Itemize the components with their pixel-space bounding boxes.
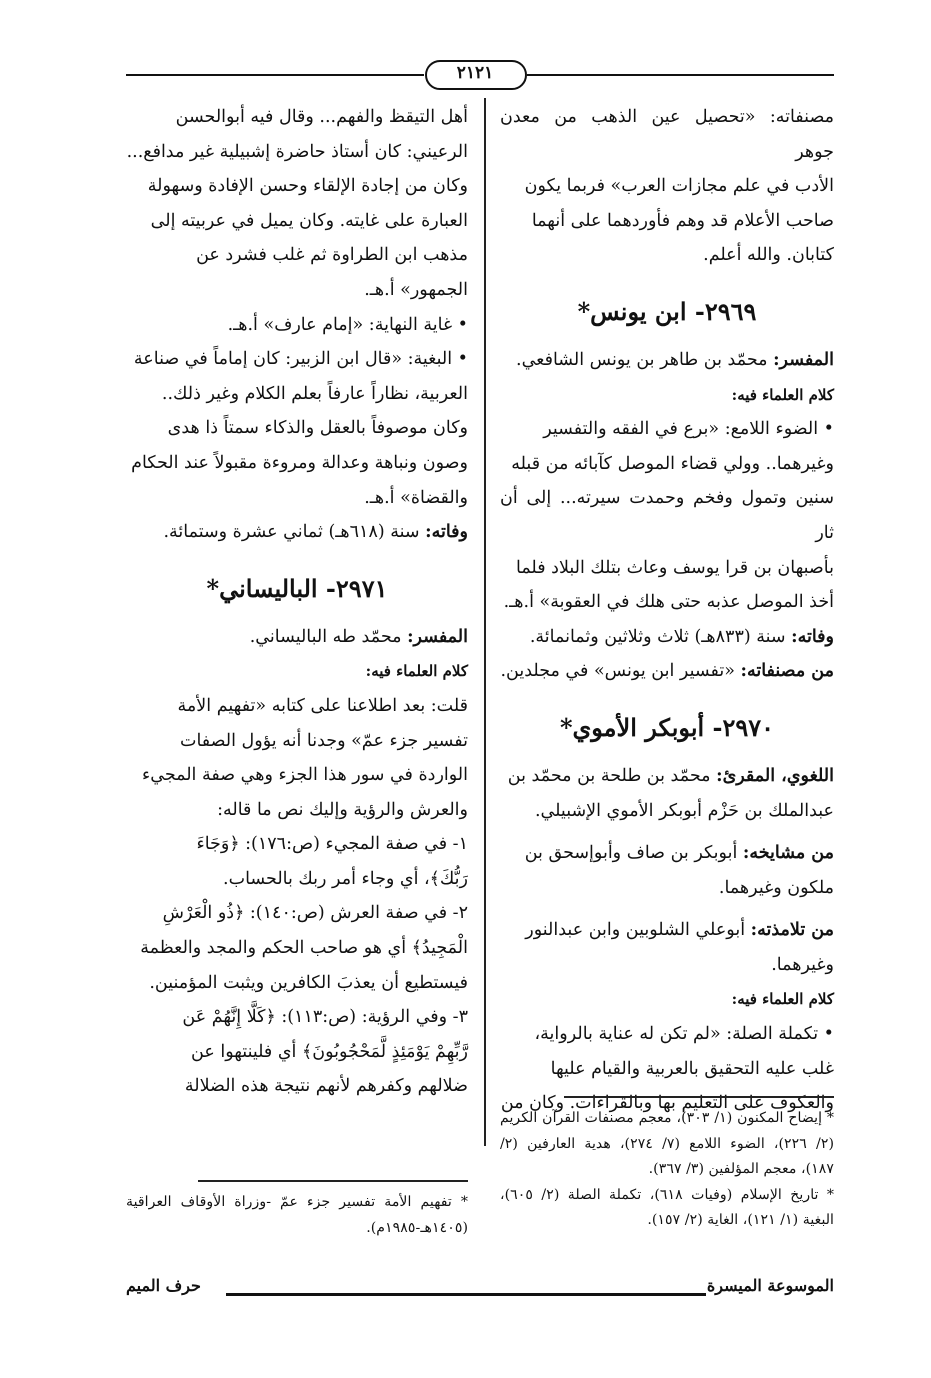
teachers-line	[500, 836, 834, 871]
students-line	[500, 913, 834, 948]
text-line: العربية، نظاراً عارفاً بعلم الكلام وغير ذلك..	[161, 383, 468, 404]
text-line: وغيرهما.. وولي قضاء الموصل كآبائه من قبله	[511, 453, 834, 474]
footer-rule	[226, 1293, 706, 1296]
text-line: وكان موصوفاً بالعقل والذكاء سمتاً ذا هدى	[167, 418, 468, 439]
text-line: أخذ الموصل عذبه حتى هلك في العقوبة» أ.هـ.	[503, 592, 834, 613]
text-line: والعرش والرؤية وإليك نص ما قاله:	[217, 799, 468, 820]
page-number	[425, 56, 525, 90]
top-rule-left	[126, 74, 424, 76]
text-line: أهل التيقظ والفهم... وقال فيه أبوالحسن	[175, 107, 468, 127]
text-line: والقضاة» أ.هـ.	[364, 487, 468, 508]
text-line: • غاية النهاية: «إمام عارف» أ.هـ.	[227, 314, 468, 335]
text-line: فيستطيع أن يعذبَ الكافرين ويثبت المؤمنين.	[149, 972, 468, 993]
value: محمّد بن طلحة بن محمّد بن	[507, 765, 717, 786]
text-line: الْمَجِيدُ﴾ أي هو صاحب الحكم والمجد والعظمة	[140, 938, 468, 959]
label: وفاته:	[791, 626, 834, 647]
value: «تفسير ابن يونس» في مجلدين.	[500, 661, 741, 682]
text-line: الرعيني: كان أستاذ حاضرة إشبيلية غير مدافع...	[126, 141, 468, 162]
value: أبوعلي الشلوبين وابن عبدالنور	[525, 920, 751, 941]
text-line: مصنفاته: «تحصيل عين الذهب من معدن جوهر	[500, 107, 834, 162]
text-line: كتابان. والله أعلم.	[703, 245, 834, 266]
text-line: الجمهور» أ.هـ.	[364, 279, 468, 300]
text-line: ٣- وفي الرؤية: (ص:١١٣): ﴿كَلَّا إِنَّهُمْ عَن	[182, 1007, 468, 1028]
text-line: بأصبهان بن قرا يوسف وعاث بتلك البلاد فلما	[515, 557, 834, 578]
label: وفاته:	[425, 522, 468, 543]
text-line: الأدب في علم مجازات العرب» فربما يكون	[524, 176, 834, 197]
death-line	[500, 620, 834, 655]
footnotes-left	[126, 1190, 468, 1241]
entry-heading-2970: ٢٩٧٠- أبوبكر الأموي*	[559, 712, 775, 742]
label: المفسر:	[407, 626, 468, 647]
text-line: تفسير جزء عمّ» وجدنا أنه يؤول الصفات	[179, 730, 468, 751]
label: من مصنفاته:	[740, 661, 834, 682]
footnote: * تاريخ الإسلام (وفيات ٦١٨)، تكملة الصلة (٢/ ٦٠٥)، البغية (١/ ١٢١)، الغاية (٢/ ١٥٧).	[500, 1186, 835, 1228]
footnote: * إيضاح المكنون (١/ ٣٠٣)، معجم مصنفات القرآن الكريم (٢/ ٢٢٦)، الضوء اللامع (٧/ ٢٧٤)، هدية العارفين (٢/ ١٨٧)، معجم المؤلفين (٣/ ٣٦٧).	[500, 1110, 834, 1177]
text-line: ٢- في صفة العرش (ص:١٤٠): ﴿ذُو الْعَرْشِ	[162, 903, 468, 924]
text-line: الواردة في سور هذا الجزء وهي صفة المجيء	[142, 765, 468, 786]
footnote-rule-left	[198, 1180, 468, 1182]
death-line	[126, 515, 468, 550]
text-line: مذهب ابن الطراوة ثم غلب فشرد عن	[196, 245, 468, 266]
footnote: * تفهيم الأمة تفسير جزء عمّ -وزراة الأوقاف العراقية (١٤٠٥هـ-١٩٨٥م).	[126, 1194, 468, 1236]
scholars-label: كلام العلماء فيه:	[731, 385, 834, 404]
text-line: غلب عليه التحقيق بالعربية والقيام عليها	[550, 1058, 834, 1079]
value: محمّد طه الباليساني.	[249, 626, 408, 647]
label: اللغوي، المقرئ:	[716, 765, 834, 786]
value: سنة (٨٣٣هـ) ثلاث وثلاثين وثمانمائة.	[529, 626, 792, 647]
label: من تلامذته:	[750, 920, 834, 941]
value: أبوبكر بن صاف وأبوإسحق بن	[524, 843, 743, 864]
scholars-label: كلام العلماء فيه:	[365, 662, 468, 681]
value: محمّد بن طاهر بن يونس الشافعي.	[516, 349, 774, 370]
text-line: سنين وتمول وفخم وحمدت سيرته... إلى أن ثار	[500, 488, 834, 543]
text-line: قلت: بعد اطلاعنا على كتابه «تفهيم الأمة	[177, 695, 468, 716]
page-number-text: ٢١٢١	[456, 63, 494, 83]
text-line: رَّبِّهِمْ يَوْمَئِذٍ لَّمَحْجُوبُونَ﴾ أي فلينتهوا عن	[191, 1041, 468, 1062]
footer-book-title: الموسوعة الميسرة	[706, 1276, 834, 1295]
left-column	[126, 100, 468, 1104]
text-line: • تكملة الصلة: «لم تكن له عناية بالرواية،	[534, 1024, 834, 1045]
text-line: وكان من إجادة الإلقاء وحسن الإفادة وسهولة	[147, 176, 468, 197]
text-line: وغيرهما.	[771, 954, 834, 975]
footnote-rule-right	[564, 1096, 834, 1098]
text-line: صاحب الأعلام قد وهم فأوردهما على أنهما	[531, 210, 834, 231]
footer-section: حرف الميم	[126, 1276, 201, 1295]
desc-line	[500, 759, 834, 794]
value: سنة (٦١٨هـ) ثماني عشرة وستمائة.	[163, 522, 426, 543]
text-line: • الضوء اللامع: «برع في الفقه والتفسير	[543, 419, 834, 440]
column-divider	[484, 98, 486, 1146]
footnotes-right	[500, 1106, 834, 1234]
label: المفسر:	[773, 349, 834, 370]
label: من مشايخه:	[742, 843, 834, 864]
text-line: ضلالهم وكفرهم لأنهم نتيجة هذه الضلالة	[184, 1076, 468, 1097]
text-line: ملكون وغيرهما.	[718, 877, 834, 898]
works-line	[500, 654, 834, 689]
text-line: وصون ونباهة وعدالة ومروءة مقبولاً عند الحكام	[131, 452, 468, 473]
text-line: العبارة على غايته. وكان يميل في عربيته إلى	[150, 210, 468, 231]
text-line: رَبُّكَ﴾، أي وجاء أمر ربك بالحساب.	[223, 868, 468, 889]
entry-heading-2969: ٢٩٦٩- ابن يونس*	[577, 296, 757, 326]
text-line: ١- في صفة المجيء (ص:١٧٦): ﴿وَجَاءَ	[196, 834, 468, 855]
text-line: عبدالملك بن حَزْم أبوبكر الأموي الإشبيلي.	[534, 800, 834, 821]
top-rule-right	[527, 74, 834, 76]
text-line: • البغية: «قال ابن الزبير: كان إماماً في صناعة	[133, 349, 468, 370]
mufassir-line	[126, 620, 468, 655]
scholars-label: كلام العلماء فيه:	[731, 990, 834, 1009]
text-line: والعكوف على التعليم بها وبالقراءات. وكان من	[500, 1093, 834, 1114]
mufassir-line	[500, 343, 834, 378]
page-footer	[126, 1276, 834, 1302]
right-column	[500, 100, 834, 1121]
entry-heading-2971: ٢٩٧١- الباليساني*	[206, 573, 388, 603]
